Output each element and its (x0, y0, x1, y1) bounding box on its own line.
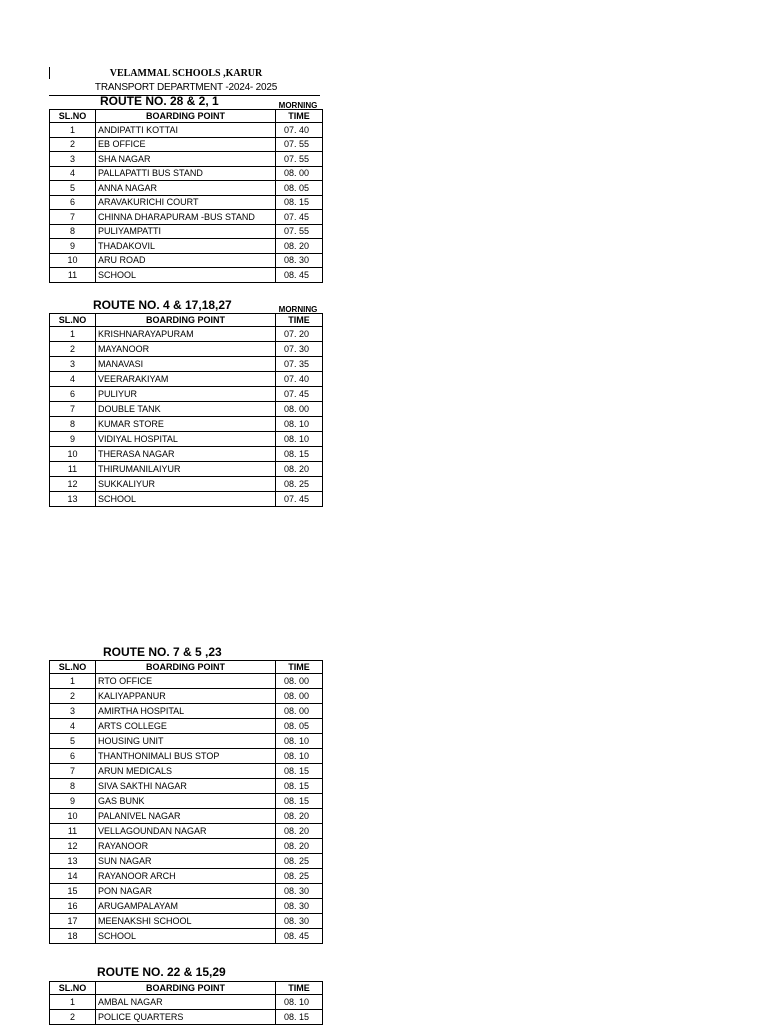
sl-no-cell: 3 (50, 357, 96, 372)
boarding-point-cell: ANNA NAGAR (96, 181, 276, 196)
time-cell: 08. 10 (276, 995, 323, 1010)
table-row (50, 253, 323, 268)
sl-no-cell: 5 (50, 734, 96, 749)
boarding-point-header: BOARDING POINT (96, 314, 276, 327)
sl-no-header: SL.NO (50, 110, 96, 123)
table-row (50, 492, 323, 507)
time-cell: 08. 00 (276, 704, 323, 719)
sl-no-cell: 1 (50, 327, 96, 342)
table-row (50, 417, 323, 432)
route-heading: ROUTE NO. 28 & 2, 1 (100, 94, 219, 108)
department-title: TRANSPORT DEPARTMENT -2024- 2025 (94, 82, 278, 93)
time-cell: 08. 10 (276, 734, 323, 749)
sl-no-cell: 7 (50, 402, 96, 417)
time-cell: 08. 15 (276, 447, 323, 462)
table-row (50, 327, 323, 342)
time-cell: 08. 30 (276, 914, 323, 929)
table-row (50, 719, 323, 734)
table-row (50, 181, 323, 196)
time-cell: 08. 25 (276, 869, 323, 884)
time-cell: 07. 55 (276, 152, 323, 167)
sl-no-cell: 6 (50, 749, 96, 764)
boarding-point-cell: MEENAKSHI SCHOOL (96, 914, 276, 929)
boarding-point-cell: PULIYUR (96, 387, 276, 402)
boarding-point-cell: SCHOOL (96, 929, 276, 944)
boarding-point-cell: SHA NAGAR (96, 152, 276, 167)
sl-no-cell: 10 (50, 253, 96, 268)
table-row (50, 869, 323, 884)
sl-no-cell: 4 (50, 166, 96, 181)
time-cell: 08. 20 (276, 839, 323, 854)
boarding-point-cell: VIDIYAL HOSPITAL (96, 432, 276, 447)
boarding-point-cell: GAS BUNK (96, 794, 276, 809)
table-row (50, 809, 323, 824)
sl-no-header: SL.NO (50, 661, 96, 674)
sl-no-cell: 3 (50, 704, 96, 719)
time-cell: 08. 30 (276, 899, 323, 914)
sl-no-cell: 7 (50, 764, 96, 779)
boarding-point-cell: SUKKALIYUR (96, 477, 276, 492)
sl-no-cell: 2 (50, 1010, 96, 1025)
time-cell: 07. 20 (276, 327, 323, 342)
route-heading: ROUTE NO. 4 & 17,18,27 (93, 298, 232, 312)
boarding-point-cell: POLICE QUARTERS (96, 1010, 276, 1025)
sl-no-cell: 9 (50, 239, 96, 254)
sl-no-cell: 2 (50, 342, 96, 357)
sl-no-cell: 9 (50, 432, 96, 447)
sl-no-cell: 10 (50, 809, 96, 824)
boarding-point-cell: PALLAPATTI BUS STAND (96, 166, 276, 181)
table-row (50, 899, 323, 914)
time-cell: 08. 30 (276, 253, 323, 268)
route-table (49, 313, 323, 507)
time-cell: 07. 45 (276, 210, 323, 225)
session-label: MORNING (278, 101, 318, 110)
table-row (50, 152, 323, 167)
time-cell: 08. 30 (276, 884, 323, 899)
sl-no-cell: 4 (50, 372, 96, 387)
session-label: MORNING (278, 305, 318, 314)
boarding-point-cell: AMIRTHA HOSPITAL (96, 704, 276, 719)
table-row (50, 749, 323, 764)
sl-no-cell: 6 (50, 195, 96, 210)
route-heading: ROUTE NO. 7 & 5 ,23 (103, 645, 222, 659)
sl-no-cell: 5 (50, 181, 96, 196)
table-row (50, 1010, 323, 1025)
sl-no-cell: 10 (50, 447, 96, 462)
table-row (50, 929, 323, 944)
time-cell: 08. 00 (276, 166, 323, 181)
boarding-point-cell: VEERARAKIYAM (96, 372, 276, 387)
table-row (50, 674, 323, 689)
boarding-point-cell: ANDIPATTI KOTTAI (96, 123, 276, 138)
table-row (50, 794, 323, 809)
table-row (50, 137, 323, 152)
time-cell: 08. 15 (276, 779, 323, 794)
table-row (50, 734, 323, 749)
time-cell: 08. 00 (276, 674, 323, 689)
sl-no-cell: 15 (50, 884, 96, 899)
time-cell: 08. 45 (276, 268, 323, 283)
text-cursor (49, 67, 50, 79)
sl-no-header: SL.NO (50, 982, 96, 995)
table-row (50, 342, 323, 357)
school-title: VELAMMAL SCHOOLS ,KARUR (109, 68, 263, 79)
time-cell: 08. 10 (276, 749, 323, 764)
boarding-point-cell: PALANIVEL NAGAR (96, 809, 276, 824)
table-row (50, 884, 323, 899)
time-cell: 07. 45 (276, 387, 323, 402)
sl-no-cell: 18 (50, 929, 96, 944)
table-row (50, 995, 323, 1010)
time-cell: 08. 00 (276, 402, 323, 417)
table-row (50, 123, 323, 138)
time-cell: 08. 10 (276, 432, 323, 447)
sl-no-cell: 1 (50, 674, 96, 689)
time-cell: 07. 35 (276, 357, 323, 372)
boarding-point-cell: KUMAR STORE (96, 417, 276, 432)
table-row (50, 854, 323, 869)
sl-no-cell: 3 (50, 152, 96, 167)
sl-no-cell: 13 (50, 492, 96, 507)
sl-no-cell: 7 (50, 210, 96, 225)
time-cell: 08. 15 (276, 764, 323, 779)
table-row (50, 357, 323, 372)
table-row (50, 432, 323, 447)
boarding-point-cell: KRISHNARAYAPURAM (96, 327, 276, 342)
sl-no-cell: 9 (50, 794, 96, 809)
sl-no-cell: 4 (50, 719, 96, 734)
boarding-point-cell: CHINNA DHARAPURAM -BUS STAND (96, 210, 276, 225)
table-row (50, 224, 323, 239)
time-header: TIME (276, 110, 323, 123)
table-row (50, 447, 323, 462)
time-cell: 08. 20 (276, 462, 323, 477)
boarding-point-cell: RAYANOOR ARCH (96, 869, 276, 884)
sl-no-cell: 11 (50, 462, 96, 477)
time-cell: 08. 15 (276, 1010, 323, 1025)
table-row (50, 839, 323, 854)
table-row (50, 195, 323, 210)
sl-no-cell: 13 (50, 854, 96, 869)
sl-no-cell: 11 (50, 824, 96, 839)
sl-no-cell: 8 (50, 779, 96, 794)
table-row (50, 477, 323, 492)
time-cell: 08. 05 (276, 719, 323, 734)
boarding-point-cell: EB OFFICE (96, 137, 276, 152)
time-cell: 08. 15 (276, 195, 323, 210)
time-header: TIME (276, 661, 323, 674)
sl-no-cell: 12 (50, 477, 96, 492)
sl-no-header: SL.NO (50, 314, 96, 327)
boarding-point-cell: AMBAL NAGAR (96, 995, 276, 1010)
time-header: TIME (276, 982, 323, 995)
boarding-point-cell: KALIYAPPANUR (96, 689, 276, 704)
table-row (50, 402, 323, 417)
boarding-point-cell: SUN NAGAR (96, 854, 276, 869)
table-row (50, 779, 323, 794)
table-row (50, 704, 323, 719)
time-cell: 07. 40 (276, 372, 323, 387)
boarding-point-cell: RAYANOOR (96, 839, 276, 854)
boarding-point-cell: SIVA SAKTHI NAGAR (96, 779, 276, 794)
boarding-point-cell: VELLAGOUNDAN NAGAR (96, 824, 276, 839)
time-cell: 08. 25 (276, 854, 323, 869)
boarding-point-cell: ARUGAMPALAYAM (96, 899, 276, 914)
boarding-point-cell: DOUBLE TANK (96, 402, 276, 417)
sl-no-cell: 1 (50, 995, 96, 1010)
sl-no-cell: 8 (50, 224, 96, 239)
time-cell: 08. 20 (276, 239, 323, 254)
boarding-point-cell: THERASA NAGAR (96, 447, 276, 462)
time-cell: 07. 30 (276, 342, 323, 357)
time-cell: 07. 45 (276, 492, 323, 507)
table-row (50, 824, 323, 839)
table-row (50, 914, 323, 929)
time-cell: 08. 05 (276, 181, 323, 196)
time-cell: 07. 55 (276, 137, 323, 152)
boarding-point-cell: THADAKOVIL (96, 239, 276, 254)
time-cell: 07. 40 (276, 123, 323, 138)
boarding-point-cell: ARTS COLLEGE (96, 719, 276, 734)
time-cell: 08. 25 (276, 477, 323, 492)
boarding-point-cell: ARAVAKURICHI COURT (96, 195, 276, 210)
boarding-point-cell: RTO OFFICE (96, 674, 276, 689)
sl-no-cell: 6 (50, 387, 96, 402)
boarding-point-cell: PON NAGAR (96, 884, 276, 899)
sl-no-cell: 1 (50, 123, 96, 138)
boarding-point-header: BOARDING POINT (96, 661, 276, 674)
boarding-point-header: BOARDING POINT (96, 110, 276, 123)
sl-no-cell: 17 (50, 914, 96, 929)
route-table (49, 109, 323, 283)
table-row (50, 239, 323, 254)
boarding-point-cell: THANTHONIMALI BUS STOP (96, 749, 276, 764)
table-row (50, 689, 323, 704)
table-row (50, 764, 323, 779)
boarding-point-cell: MAYANOOR (96, 342, 276, 357)
sl-no-cell: 2 (50, 137, 96, 152)
boarding-point-cell: SCHOOL (96, 268, 276, 283)
table-row (50, 210, 323, 225)
boarding-point-cell: ARUN MEDICALS (96, 764, 276, 779)
time-cell: 08. 00 (276, 689, 323, 704)
sl-no-cell: 12 (50, 839, 96, 854)
boarding-point-cell: THIRUMANILAIYUR (96, 462, 276, 477)
sl-no-cell: 2 (50, 689, 96, 704)
time-cell: 08. 15 (276, 794, 323, 809)
table-row (50, 462, 323, 477)
boarding-point-cell: MANAVASI (96, 357, 276, 372)
time-header: TIME (276, 314, 323, 327)
boarding-point-cell: ARU ROAD (96, 253, 276, 268)
route-heading: ROUTE NO. 22 & 15,29 (97, 965, 226, 979)
table-row (50, 387, 323, 402)
sl-no-cell: 14 (50, 869, 96, 884)
boarding-point-cell: PULIYAMPATTI (96, 224, 276, 239)
route-table (49, 660, 323, 944)
sl-no-cell: 16 (50, 899, 96, 914)
route-table (49, 981, 323, 1025)
boarding-point-header: BOARDING POINT (96, 982, 276, 995)
table-row (50, 166, 323, 181)
boarding-point-cell: SCHOOL (96, 492, 276, 507)
sl-no-cell: 8 (50, 417, 96, 432)
time-cell: 08. 45 (276, 929, 323, 944)
time-cell: 07. 55 (276, 224, 323, 239)
table-row (50, 372, 323, 387)
time-cell: 08. 20 (276, 809, 323, 824)
boarding-point-cell: HOUSING UNIT (96, 734, 276, 749)
time-cell: 08. 20 (276, 824, 323, 839)
sl-no-cell: 11 (50, 268, 96, 283)
time-cell: 08. 10 (276, 417, 323, 432)
table-row (50, 268, 323, 283)
